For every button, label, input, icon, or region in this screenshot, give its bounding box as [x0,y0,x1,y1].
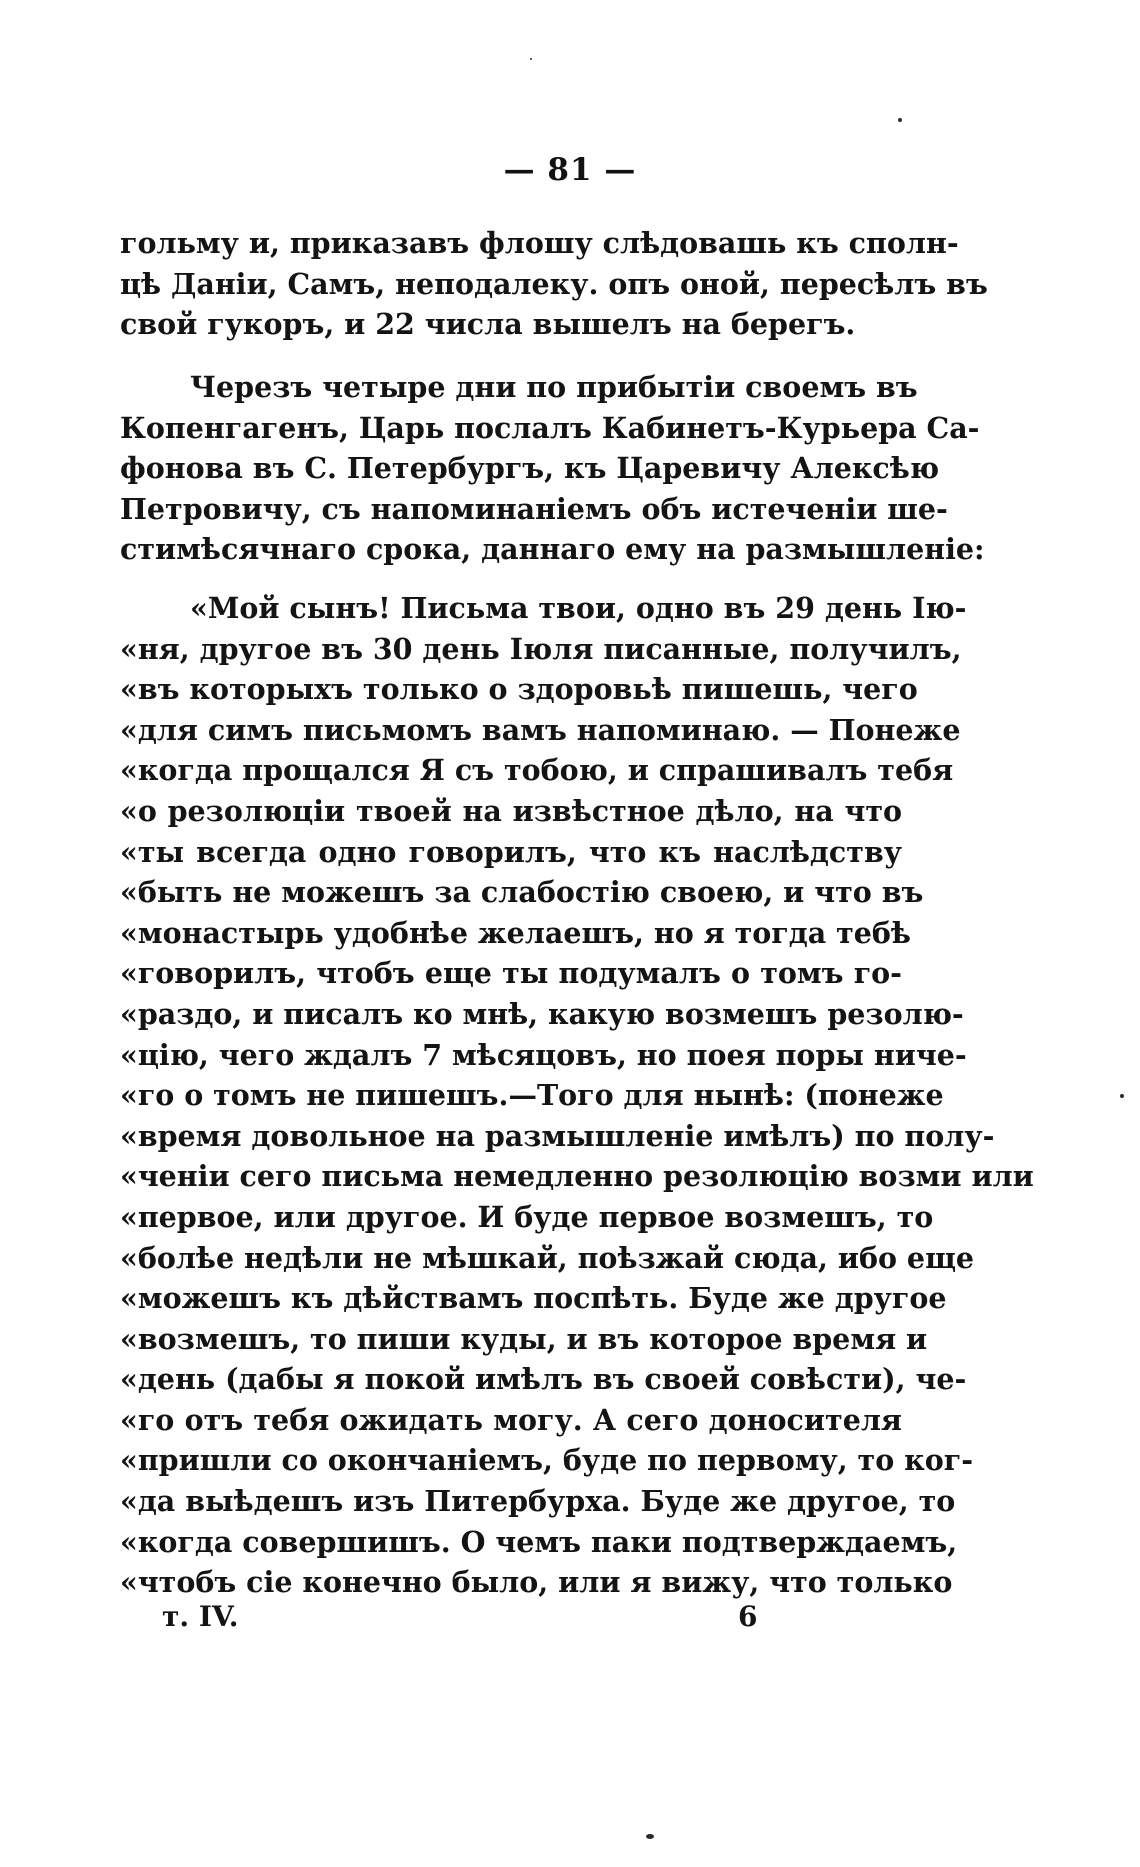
text-line: стимѣсячнаго срока, даннаго ему на размышленіе: [120,532,985,567]
scan-speck [646,1834,654,1839]
text-line: «говорилъ, чтобъ еще ты подумалъ о томъ го- [120,956,902,991]
text-line: «Мой сынъ! Письма твои, одно въ 29 день Ію- [190,591,967,625]
text-line: «пришли со окончаніемъ, буде по первому, то ког- [120,1443,974,1478]
text-line: «первое, или другое. И буде первое возмешъ, то [120,1199,934,1234]
text-line: «ты всегда одно говорилъ, что къ наслѣдству [120,834,902,869]
text-line: гольму и, приказавъ флошу слѣдовашь къ сполн- [120,226,959,260]
text-line: Петровичу, съ напоминаніемъ объ истеченіи ше- [120,491,948,526]
text-line: «въ которыхъ только о здоровьѣ пишешь, чего [120,672,918,707]
text-line: «день (дабы я покой имѣлъ въ своей совѣсти), че- [120,1362,967,1397]
text-line: «цію, чего ждалъ 7 мѣсяцовъ, но поея поры ниче- [120,1037,967,1072]
text-line: «болѣе недѣли не мѣшкай, поѣзжай сюда, ибо еще [120,1240,975,1275]
page-number: — 81 — [503,152,637,188]
text-line: «возмешъ, то пиши куды, и въ которое время и [120,1321,928,1356]
paragraph-1 [120,223,988,345]
volume-signature: т. IV. [162,1600,239,1633]
scan-speck [1120,1094,1124,1098]
text-line: «монастырь удобнѣе желаешъ, но я тогда тебѣ [120,915,911,950]
text-line: «го о томъ не пишешъ.—Того для нынѣ: (понеже [120,1078,944,1113]
text-line: «ня, другое въ 30 день Іюля писанные, получилъ, [120,631,962,666]
text-line: «когда совершишъ. О чемъ паки подтверждаемъ, [120,1524,958,1559]
text-line: «время довольное на размышленіе имѣлъ) по полу- [120,1118,995,1153]
text-line: «быть не можешъ за слабостію своею, и что въ [120,875,924,910]
text-line: свой гукоръ, и 22 числа вышелъ на берегъ. [120,307,856,342]
text-line: «можешъ къ дѣйствамъ поспѣть. Буде же другое [120,1281,947,1316]
text-line: «раздо, и писалъ ко мнѣ, какую возмешъ резолю- [120,996,964,1031]
sheet-number: 6 [738,1600,758,1633]
text-line: «для симъ письмомъ вамъ напоминаю. — Понеже [120,712,961,747]
text-line: цѣ Даніи, Самъ, неподалеку. опъ оной, пересѣлъ въ [120,266,988,301]
text-line: фонова въ С. Петербургъ, къ Царевичу Алексѣю [120,451,940,486]
text-line: Копенгагенъ, Царь послалъ Кабинетъ-Курьера Са- [120,410,980,445]
text-line: «го отъ тебя ожидать могу. А сего доносителя [120,1402,902,1437]
paragraph-2 [120,367,985,570]
scan-speck [898,118,902,122]
text-line: «чтобъ сіе конечно было, или я вижу, что только [120,1565,953,1600]
text-line: «когда прощался Я съ тобою, и спрашивалъ тебя [120,753,954,788]
text-line: Черезъ четыре дни по прибытіи своемъ въ [190,370,918,404]
text-line: «о резолюціи твоей на извѣстное дѣло, на что [120,793,902,828]
scan-speck [530,58,532,60]
text-line: «ченіи сего письма немедленно резолюцію возми или [120,1159,1034,1194]
text-line: «да выѣдешъ изъ Питербурха. Буде же другое, то [120,1484,956,1519]
letter-quote [120,588,1034,1603]
